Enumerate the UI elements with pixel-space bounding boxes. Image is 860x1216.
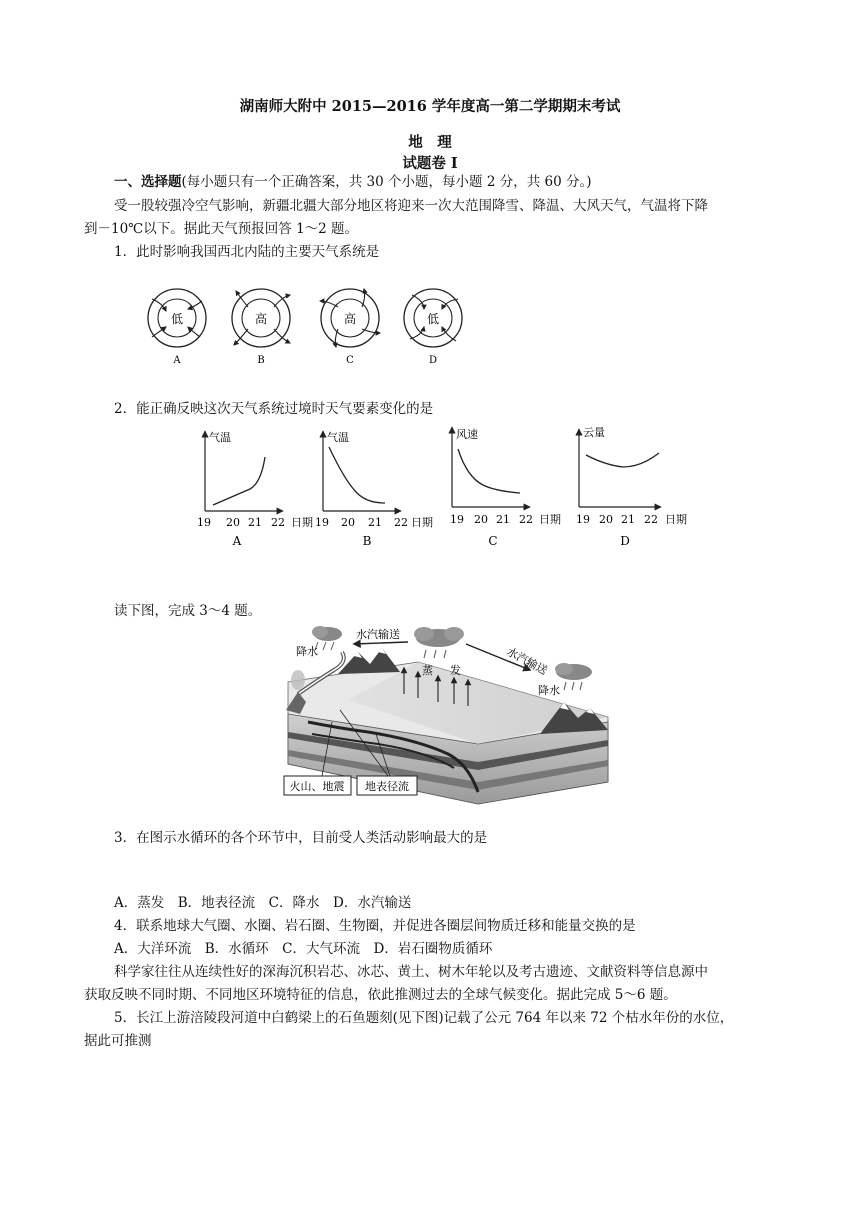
chart-d-curve (586, 453, 659, 467)
chart-a-tick-19: 19 (197, 516, 211, 529)
label-vapor-2: 水汽输送 (504, 645, 550, 678)
label-evap-2: 发 (450, 664, 461, 677)
question-5-line2: 据此可推测 (84, 1033, 152, 1049)
intro-q3-4: 读下图，完成 3～4 题。 (114, 603, 262, 619)
pressure-system-d (404, 289, 462, 366)
chart-a-ylabel: 气温 (209, 431, 231, 444)
pressure-d-label: 低 (426, 312, 440, 326)
section-title: 试题卷 I (402, 155, 458, 172)
chart-d-tick-19: 19 (576, 513, 590, 526)
exam-title: 湖南师大附中 2015—2016 学年度高一第二学期期末考试 (239, 98, 621, 115)
weather-chart-a (197, 430, 313, 548)
passage56-line1: 科学家往往从连续性好的深海沉积岩芯、冰芯、黄土、树木年轮以及考古遗迹、文献资料等信息源中 (114, 964, 708, 980)
chart-b-ylabel: 气温 (327, 431, 349, 444)
chart-b-option: B (362, 534, 372, 548)
chart-d-tick-22: 22 (644, 513, 658, 526)
chart-c-tick-22: 22 (519, 513, 533, 526)
passage1-line2: 到－10℃以下。据此天气预报回答 1～2 题。 (84, 221, 359, 237)
chart-c-option: C (488, 534, 498, 548)
water-cycle-diagram (278, 622, 618, 807)
part1-heading-bold: 一、选择题 (114, 174, 182, 190)
label-runoff: 地表径流 (365, 780, 409, 793)
chart-c-tick-19: 19 (450, 513, 464, 526)
chart-c-ylabel: 风速 (456, 428, 478, 441)
pressure-a-option: A (173, 355, 181, 366)
pressure-system-b (232, 289, 290, 366)
pressure-c-option: C (346, 355, 354, 366)
question-3-stem: 3．在图示水循环的各个环节中，目前受人类活动影响最大的是 (114, 830, 488, 846)
pressure-system-a (148, 289, 206, 366)
weather-chart-b (315, 430, 433, 548)
chart-a-tick-22: 22 (271, 516, 285, 529)
chart-b-tick-21: 21 (368, 516, 382, 529)
weather-charts-figure (195, 425, 695, 550)
chart-a-tick-20: 20 (226, 516, 240, 529)
pressure-a-label: 低 (170, 312, 184, 326)
label-evap-1: 蒸 (422, 664, 433, 677)
question-4-stem: 4．联系地球大气圈、水圈、岩石圈、生物圈，并促进各圈层间物质迁移和能量交换的是 (114, 918, 636, 934)
question-1-stem: 1．此时影响我国西北内陆的主要天气系统是 (114, 244, 380, 260)
weather-chart-c (450, 427, 561, 548)
chart-c-curve (458, 449, 520, 493)
chart-d-tick-21: 21 (621, 513, 635, 526)
pressure-d-option: D (428, 355, 438, 366)
label-volcano: 火山、地震 (289, 780, 345, 793)
question-2-stem: 2．能正确反映这次天气系统过境时天气要素变化的是 (114, 401, 434, 417)
question-4-options: A．大洋环流 B．水循环 C．大气环流 D．岩石圈物质循环 (114, 941, 493, 957)
passage56-line2: 获取反映不同时期、不同地区环境特征的信息，依此推测过去的全球气候变化。据此完成 5～6 题。 (84, 987, 677, 1003)
chart-b-tick-19: 19 (315, 516, 329, 529)
chart-c-tick-20: 20 (474, 513, 488, 526)
label-precip-left: 降水 (296, 645, 318, 658)
pressure-b-label: 高 (254, 312, 268, 326)
pressure-system-c (320, 289, 380, 366)
chart-a-xlabel: 日期 (291, 516, 313, 529)
cloud-right (555, 663, 592, 690)
chart-b-xlabel: 日期 (411, 516, 433, 529)
question-5-line1: 5．长江上游涪陵段河道中白鹤梁上的石鱼题刻(见下图)记载了公元 764 年以来 72 个枯水年份的水位， (114, 1010, 734, 1026)
chart-a-tick-21: 21 (248, 516, 262, 529)
pressure-systems-figure (140, 285, 480, 370)
chart-b-tick-20: 20 (341, 516, 355, 529)
chart-a-option: A (232, 534, 242, 548)
passage1-line1: 受一股较强冷空气影响，新疆北疆大部分地区将迎来一次大范围降雪、降温、大风天气，气温将下降 (114, 198, 708, 214)
chart-d-xlabel: 日期 (665, 513, 687, 526)
part1-heading (114, 172, 591, 192)
cloud-center (414, 627, 464, 658)
part1-heading-note: (每小题只有一个正确答案，共 30 个小题，每小题 2 分，共 60 分。) (181, 174, 592, 190)
chart-b-curve (329, 447, 385, 503)
subject-title: 地 理 (408, 134, 452, 151)
chart-d-option: D (620, 534, 630, 548)
pressure-b-option: B (257, 355, 265, 366)
chart-b-tick-22: 22 (394, 516, 408, 529)
question-3-options: A．蒸发 B．地表径流 C．降水 D．水汽输送 (114, 895, 412, 911)
chart-a-curve (213, 457, 265, 505)
chart-d-tick-20: 20 (599, 513, 613, 526)
vapor-arrow-left (354, 642, 408, 644)
label-vapor-1: 水汽输送 (356, 628, 400, 641)
chart-c-tick-21: 21 (496, 513, 510, 526)
weather-chart-d (576, 426, 687, 548)
chart-d-ylabel: 云量 (583, 426, 605, 439)
mountain-left (338, 648, 400, 674)
label-precip-right: 降水 (538, 684, 560, 697)
chart-c-xlabel: 日期 (539, 513, 561, 526)
pressure-c-label: 高 (343, 312, 357, 326)
